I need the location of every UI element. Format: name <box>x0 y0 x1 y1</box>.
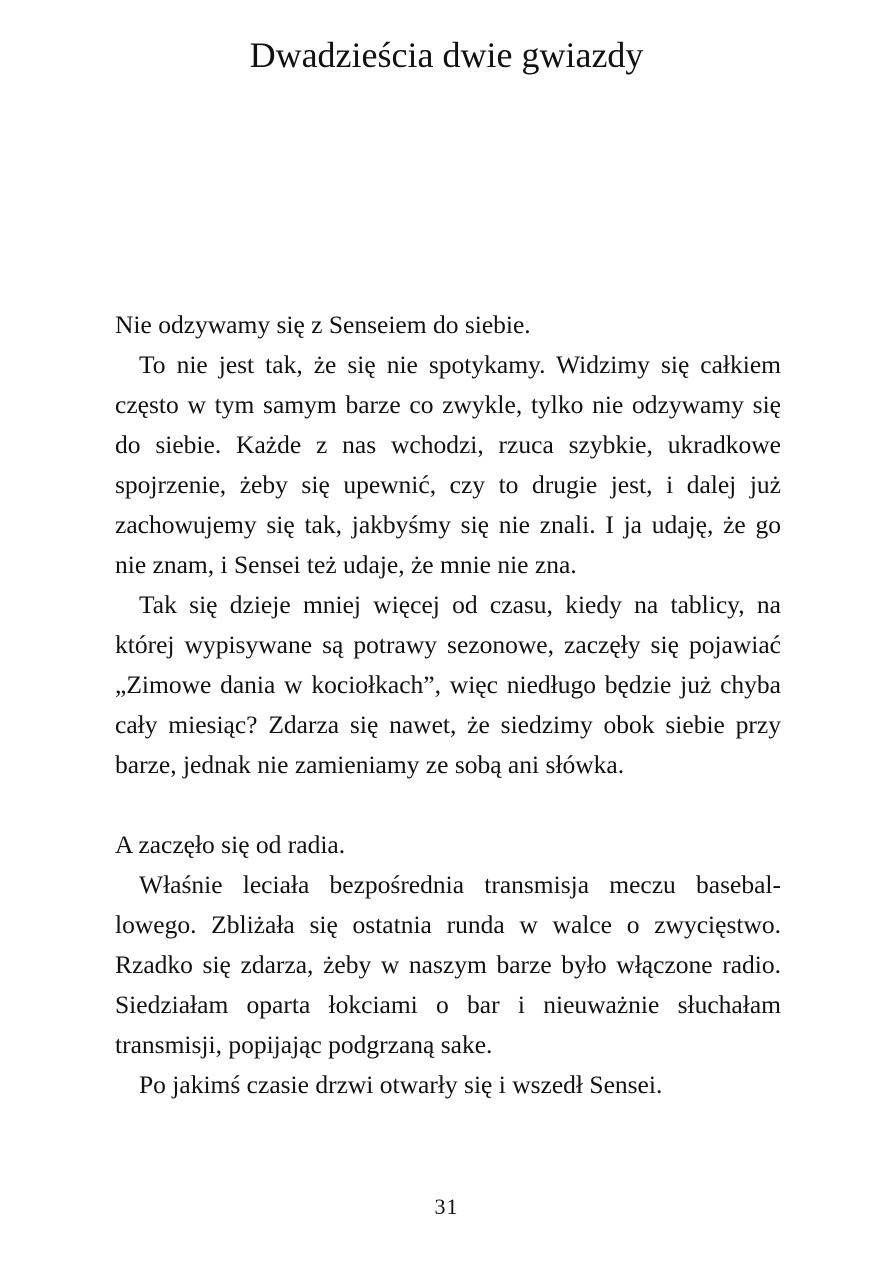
chapter-title: Dwadzieścia dwie gwiazdy <box>249 35 644 75</box>
body-text <box>115 305 781 1105</box>
paragraph: A zaczęło się od radia. <box>115 830 346 859</box>
page-number: 31 <box>434 1194 459 1219</box>
paragraph: Po jakimś czasie drzwi otwarły się i wszedł Sensei. <box>139 1070 663 1099</box>
paragraph: Tak się dzieje mniej więcej od czasu, kiedy na tablicy, na której wypisywane są potrawy sezonowe, zaczęły się pojawiać „Zimowe dania w kociołkach”, więc niedługo będzie już chyba cały miesiąc? Zdarza się nawet, że siedzimy obok siebie przy barze, jednak nie zamieniamy ze sobą ani słówka. <box>115 590 781 779</box>
paragraph: To nie jest tak, że się nie spotykamy. Widzimy się całkiem często w tym samym barze co zwykle, tylko nie odzywamy się do siebie. Każde z nas wchodzi, rzuca szybkie, ukradkowe spojrzenie, żeby się upewnić, czy to drugie jest, i dalej już zachowujemy się tak, jakbyśmy się nie znali. I ja udaję, że go nie znam, i Sensei też udaje, że mnie nie zna. <box>115 350 781 579</box>
paragraph: Właśnie leciała bezpośrednia transmisja meczu baseballowego. Zbliżała się ostatnia runda w walce o zwycięstwo. Rzadko się zdarza, żeby w naszym barze było włączone radio. Siedziałam oparta łokciami o bar i nieuważnie słuchałam transmisji, popijając podgrzaną sake. <box>115 870 781 1059</box>
paragraph: Nie odzywamy się z Senseiem do siebie. <box>115 310 531 339</box>
